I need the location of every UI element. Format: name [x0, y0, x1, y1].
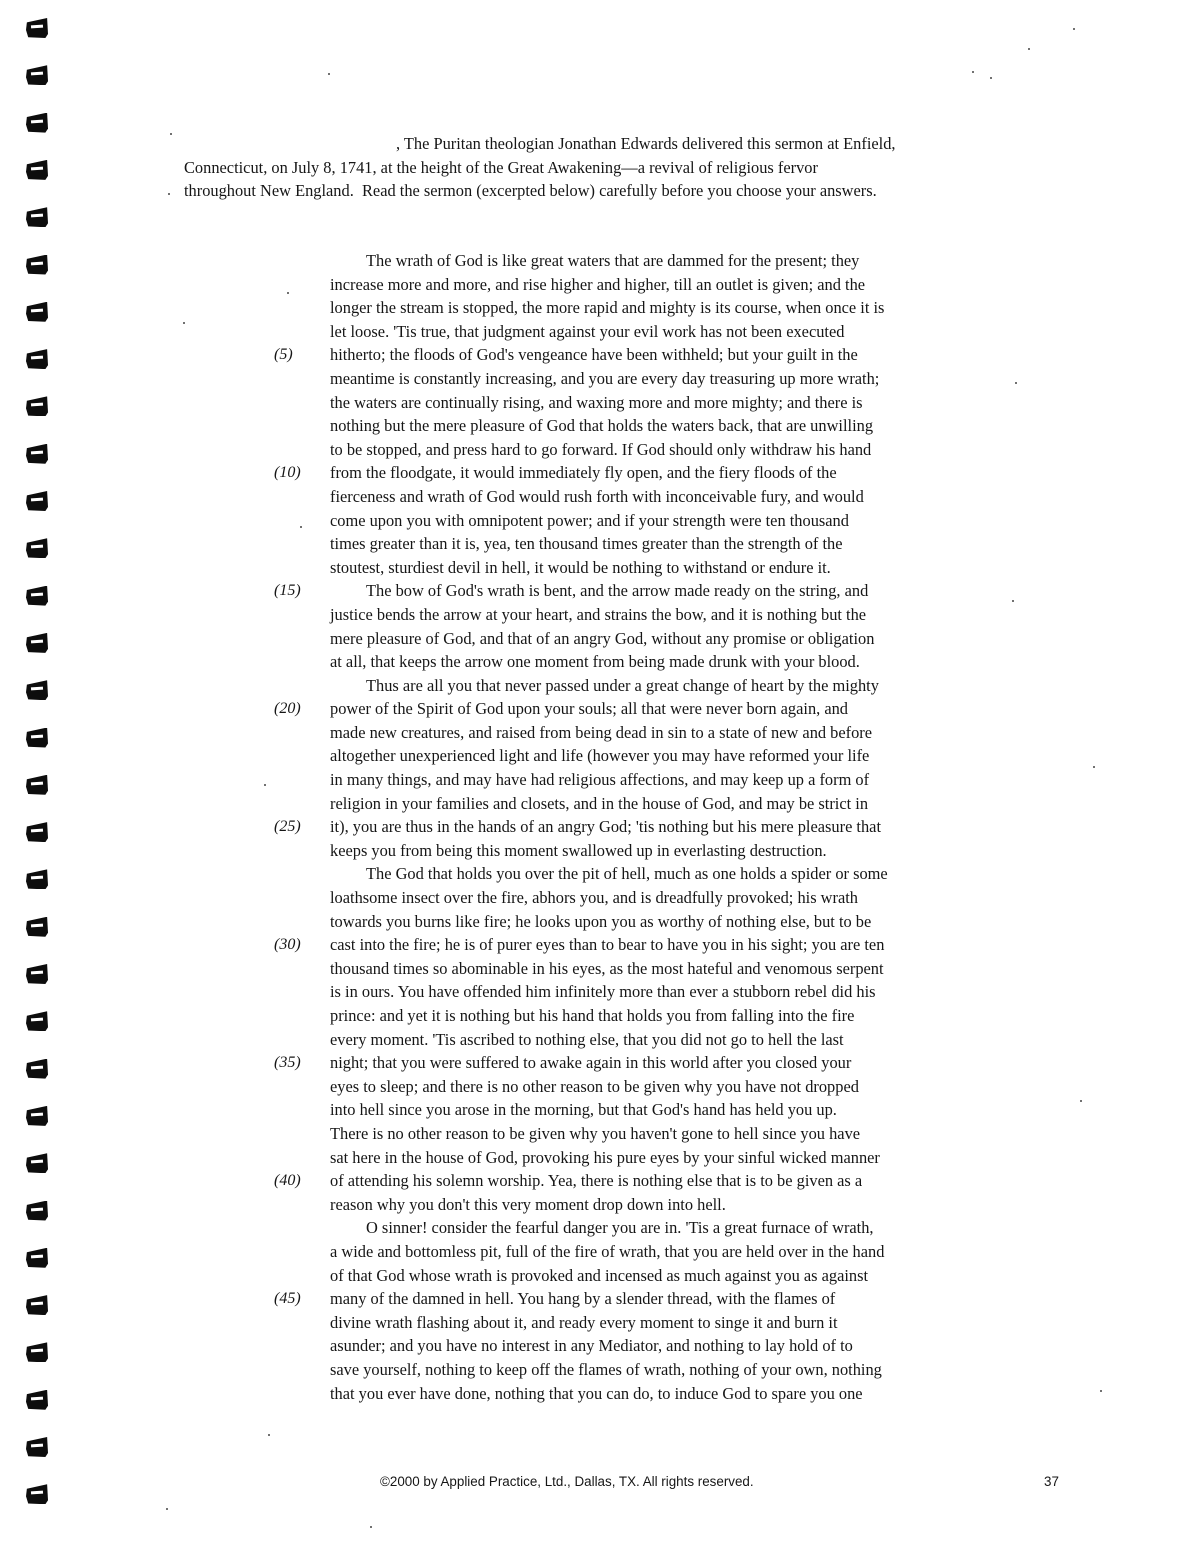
line-text: The wrath of God is like great waters that are dammed for the present; they: [366, 251, 860, 270]
passage-line: [258, 1264, 1038, 1288]
line-text: O sinner! consider the fearful danger you are in. 'Tis a great furnace of wrath,: [366, 1218, 874, 1238]
line-text: longer the stream is stopped, the more rapid and mighty is its course, when once it is: [330, 298, 885, 318]
scan-speck: [990, 77, 992, 79]
passage-line: [258, 320, 1038, 344]
line-text: meantime is constantly increasing, and you are every day treasuring up more wrath;: [330, 368, 880, 388]
line-text: fierceness and wrath of God would rush forth with inconceivable fury, and would: [330, 486, 864, 506]
line-text: to be stopped, and press hard to go forward. If God should only withdraw his hand: [330, 439, 872, 459]
page-footer: [0, 1474, 1200, 1494]
line-number: (40): [274, 1172, 301, 1190]
line-number: (30): [274, 936, 301, 954]
line-text: many of the damned in hell. You hang by a slender thread, with the flames of: [330, 1289, 836, 1309]
scan-speck: [1100, 1390, 1102, 1392]
passage-line: [258, 1169, 1038, 1193]
binding-hole: [26, 1011, 48, 1031]
passage-line: [258, 343, 1038, 367]
binding-hole: [26, 586, 48, 606]
binding-hole: [26, 1106, 48, 1126]
passage-line: [258, 1122, 1038, 1146]
passage-line: [258, 509, 1038, 533]
sermon-passage: [258, 249, 1038, 1405]
scan-speck: [972, 71, 974, 73]
scan-speck: [168, 193, 170, 195]
scan-speck: [1093, 766, 1095, 768]
passage-line: [258, 1098, 1038, 1122]
passage-line: [258, 461, 1038, 485]
line-text: The God that holds you over the pit of hell, much as one holds a spider or some: [366, 864, 888, 884]
passage-line: [258, 886, 1038, 910]
scan-speck: [1028, 48, 1030, 50]
line-text: towards you burns like fire; he looks upon you as worthy of nothing else, but to be: [330, 911, 872, 931]
passage-line: [258, 980, 1038, 1004]
passage-line: [258, 391, 1038, 415]
passage-line: [258, 273, 1038, 297]
intro-line: Connecticut, on July 8, 1741, at the height of the Great Awakening—a revival of religious fervor: [184, 157, 818, 177]
passage-line: [258, 1358, 1038, 1382]
binding-hole: [26, 1342, 48, 1362]
passage-line: [258, 650, 1038, 674]
scan-speck: [268, 1434, 270, 1436]
line-text: every moment. 'Tis ascribed to nothing else, that you did not go to hell the last: [330, 1029, 844, 1049]
line-text: that you ever have done, nothing that you can do, to induce God to spare you one: [330, 1383, 863, 1403]
passage-line: [258, 532, 1038, 556]
line-number: (5): [274, 346, 293, 364]
line-text: from the floodgate, it would immediately fly open, and the fiery floods of the: [330, 463, 837, 483]
passage-line: [258, 367, 1038, 391]
intro-paragraph: [184, 132, 1024, 203]
line-text: prince: and yet it is nothing but his hand that holds you from falling into the fire: [330, 1006, 855, 1025]
line-text: into hell since you arose in the morning, but that God's hand has held you up.: [330, 1100, 837, 1120]
line-text: save yourself, nothing to keep off the flames of wrath, nothing of your own, nothing: [330, 1359, 882, 1379]
line-text: power of the Spirit of God upon your souls; all that were never born again, and: [330, 699, 849, 719]
binding-hole: [26, 1153, 48, 1173]
passage-line: [258, 744, 1038, 768]
passage-line: [258, 1311, 1038, 1335]
passage-line: [258, 556, 1038, 580]
scan-speck: [1073, 28, 1075, 30]
passage-line: [258, 1146, 1038, 1170]
line-text: asunder; and you have no interest in any Mediator, and nothing to lay hold of to: [330, 1336, 853, 1356]
binding-hole: [26, 822, 48, 842]
intro-line: , The Puritan theologian Jonathan Edwards delivered this sermon at Enfield,: [396, 134, 896, 153]
line-text: Thus are all you that never passed under a great change of heart by the mighty: [366, 675, 879, 695]
binding-hole: [26, 349, 48, 369]
line-text: stoutest, sturdiest devil in hell, it would be nothing to withstand or endure it.: [330, 557, 831, 577]
binding-hole: [26, 538, 48, 558]
binding-hole: [26, 1295, 48, 1315]
binding-hole: [26, 964, 48, 984]
passage-line: [258, 674, 1038, 698]
line-text: divine wrath flashing about it, and ready every moment to singe it and burn it: [330, 1312, 838, 1332]
line-text: a wide and bottomless pit, full of the fire of wrath, that you are held over in the hand: [330, 1241, 885, 1261]
passage-line: [258, 1004, 1038, 1028]
line-text: increase more and more, and rise higher and higher, till an outlet is given; and the: [330, 274, 866, 294]
line-text: come upon you with omnipotent power; and if your strength were ten thousand: [330, 510, 849, 530]
passage-line: [258, 1216, 1038, 1240]
passage-line: [258, 862, 1038, 886]
scan-speck: [370, 1526, 372, 1528]
line-text: made new creatures, and raised from being dead in sin to a state of new and before: [330, 722, 873, 742]
binding-hole: [26, 775, 48, 795]
line-text: loathsome insect over the fire, abhors you, and is dreadfully provoked; his wrath: [330, 888, 859, 908]
scan-speck: [287, 292, 289, 294]
line-text: religion in your families and closets, and in the house of God, and may be strict in: [330, 793, 869, 813]
binding-hole: [26, 65, 48, 85]
line-text: is in ours. You have offended him infinitely more than ever a stubborn rebel did his: [330, 982, 876, 1002]
binding-hole: [26, 396, 48, 416]
line-text: let loose. 'Tis true, that judgment against your evil work has not been executed: [330, 321, 845, 341]
passage-line: [258, 792, 1038, 816]
scan-speck: [170, 133, 172, 135]
line-number: (10): [274, 464, 301, 482]
passage-line: [258, 485, 1038, 509]
intro-line: throughout New England. Read the sermon (excerpted below) carefully before you choose your answers.: [184, 181, 877, 200]
binding-holes: [20, 18, 54, 1518]
line-text: thousand times so abominable in his eyes, as the most hateful and venomous serpent: [330, 958, 884, 978]
passage-line: [258, 721, 1038, 745]
passage-line: [258, 1334, 1038, 1358]
line-number: (35): [274, 1054, 301, 1072]
line-text: it), you are thus in the hands of an angry God; 'tis nothing but his mere pleasure that: [330, 817, 882, 837]
binding-hole: [26, 680, 48, 700]
line-text: times greater than it is, yea, ten thousand times greater than the strength of the: [330, 534, 843, 554]
binding-hole: [26, 633, 48, 653]
line-text: of attending his solemn worship. Yea, there is nothing else that is to be given as a: [330, 1171, 863, 1191]
binding-hole: [26, 917, 48, 937]
passage-line: [258, 910, 1038, 934]
line-text: in many things, and may have had religious affections, and may keep up a form of: [330, 770, 870, 790]
passage-line: [258, 1382, 1038, 1406]
binding-hole: [26, 207, 48, 227]
line-text: night; that you were suffered to awake again in this world after you closed your: [330, 1053, 852, 1073]
passage-line: [258, 1028, 1038, 1052]
page-number: 37: [1044, 1474, 1059, 1489]
scan-speck: [166, 1508, 168, 1510]
binding-hole: [26, 444, 48, 464]
passage-line: [258, 296, 1038, 320]
scan-speck: [183, 322, 185, 324]
binding-hole: [26, 491, 48, 511]
line-text: eyes to sleep; and there is no other reason to be given why you have not dropped: [330, 1076, 859, 1096]
passage-line: [258, 933, 1038, 957]
line-number: (15): [274, 582, 301, 600]
line-text: of that God whose wrath is provoked and incensed as much against you as against: [330, 1265, 869, 1285]
scan-speck: [1015, 382, 1017, 384]
passage-line: [258, 839, 1038, 863]
passage-line: [258, 438, 1038, 462]
line-text: sat here in the house of God, provoking his pure eyes by your sinful wicked manner: [330, 1147, 880, 1167]
line-text: There is no other reason to be given why you haven't gone to hell since you have: [330, 1123, 861, 1143]
passage-line: [258, 249, 1038, 273]
copyright-notice: ©2000 by Applied Practice, Ltd., Dallas, TX. All rights reserved.: [380, 1474, 754, 1489]
binding-hole: [26, 18, 48, 38]
passage-line: [258, 1193, 1038, 1217]
line-text: keeps you from being this moment swallowed up in everlasting destruction.: [330, 840, 827, 860]
binding-hole: [26, 113, 48, 133]
line-text: justice bends the arrow at your heart, and strains the bow, and it is nothing but the: [330, 604, 867, 624]
line-text: cast into the fire; he is of purer eyes than to bear to have you in his sight; you are ten: [330, 935, 885, 955]
scan-speck: [1080, 1100, 1082, 1102]
passage-line: [258, 1240, 1038, 1264]
binding-hole: [26, 1201, 48, 1221]
passage-line: [258, 768, 1038, 792]
scan-speck: [264, 784, 266, 786]
scan-speck: [328, 73, 330, 75]
passage-line: [258, 627, 1038, 651]
binding-hole: [26, 255, 48, 275]
passage-line: [258, 1051, 1038, 1075]
line-text: altogether unexperienced light and life (however you may have reformed your life: [330, 746, 870, 766]
line-number: (45): [274, 1290, 301, 1308]
line-text: reason why you don't this very moment drop down into hell.: [330, 1194, 726, 1214]
passage-line: [258, 579, 1038, 603]
line-text: the waters are continually rising, and waxing more and more mighty; and there is: [330, 392, 863, 412]
passage-line: [258, 414, 1038, 438]
binding-hole: [26, 869, 48, 889]
line-text: hitherto; the floods of God's vengeance have been withheld; but your guilt in the: [330, 345, 858, 365]
line-text: The bow of God's wrath is bent, and the arrow made ready on the string, and: [366, 581, 869, 601]
line-number: (20): [274, 700, 301, 718]
line-text: at all, that keeps the arrow one moment from being made drunk with your blood.: [330, 652, 860, 672]
passage-line: [258, 815, 1038, 839]
binding-hole: [26, 1248, 48, 1268]
binding-hole: [26, 302, 48, 322]
scan-speck: [1012, 600, 1014, 602]
passage-line: [258, 697, 1038, 721]
scan-speck: [300, 526, 302, 528]
line-text: mere pleasure of God, and that of an angry God, without any promise or obligation: [330, 628, 875, 648]
line-text: nothing but the mere pleasure of God that holds the waters back, that are unwilling: [330, 416, 874, 436]
binding-hole: [26, 1390, 48, 1410]
passage-line: [258, 1075, 1038, 1099]
line-number: (25): [274, 818, 301, 836]
binding-hole: [26, 1437, 48, 1457]
passage-line: [258, 957, 1038, 981]
passage-line: [258, 603, 1038, 627]
binding-hole: [26, 1059, 48, 1079]
binding-hole: [26, 160, 48, 180]
passage-line: [258, 1287, 1038, 1311]
binding-hole: [26, 728, 48, 748]
